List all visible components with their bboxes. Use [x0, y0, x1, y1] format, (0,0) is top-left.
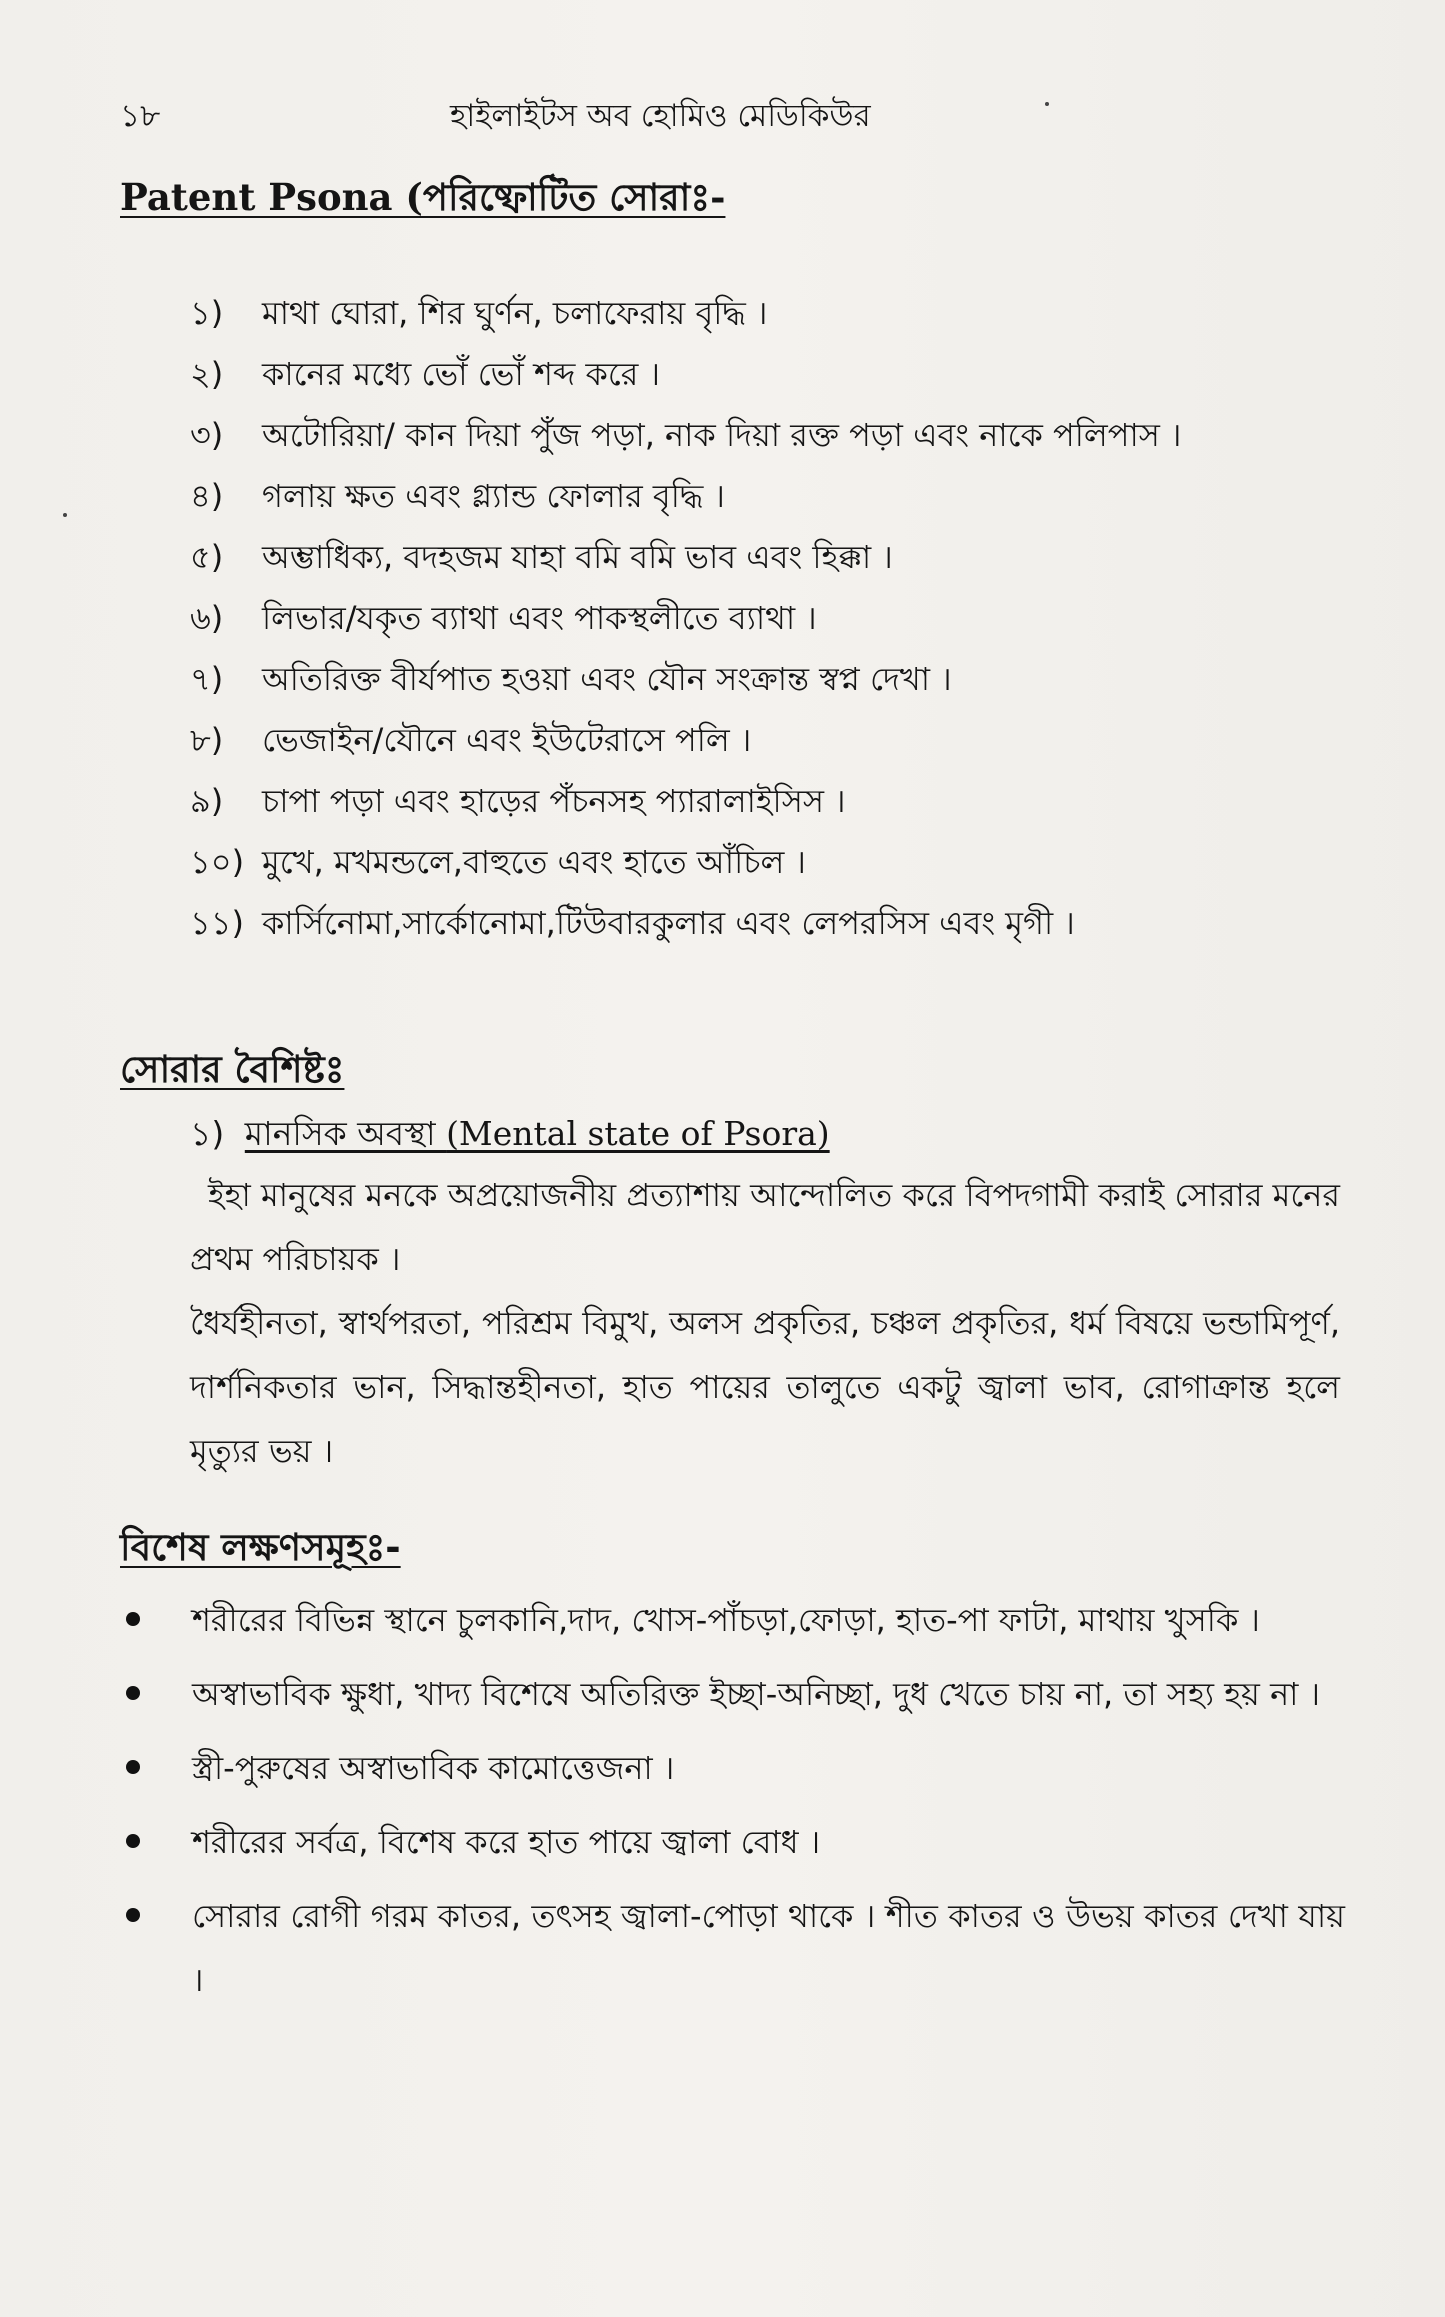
- list-item: [190, 532, 893, 586]
- list-item: [190, 898, 1075, 952]
- page-number: ১৮: [120, 98, 161, 134]
- list-text: মুখে, মখমন্ডলে,বাহুতে এবং হাতে আঁচিল ।: [262, 843, 806, 881]
- list-text: ভেজাইন/যৌনে এবং ইউটেরাসে পলি ।: [262, 721, 752, 759]
- list-number: ৭): [190, 660, 224, 698]
- psora-features-heading: সোরার বৈশিষ্টঃ: [120, 1048, 345, 1091]
- list-number: ২): [190, 355, 224, 393]
- symptom-bullet: স্ত্রী-পুরুষের অস্বাভাবিক কামোত্তেজনা ।: [120, 1736, 1345, 1800]
- page-header: [120, 92, 1320, 132]
- subheading-en: (Mental state of Psora): [446, 1114, 830, 1153]
- list-item: [190, 776, 846, 830]
- list-number: ১০): [190, 843, 245, 881]
- list-item: [190, 593, 817, 647]
- list-text: কার্সিনোমা,সার্কোনোমা,টিউবারকুলার এবং লেপরসিস এবং মৃগী ।: [262, 904, 1075, 942]
- symptom-bullet: সোরার রোগী গরম কাতর, তৎসহ জ্বালা-পোড়া থাকে । শীত কাতর ও উভয় কাতর দেখা যায় ।: [120, 1884, 1345, 2012]
- list-item: [190, 349, 660, 403]
- special-symptoms-heading: বিশেষ লক্ষণসমূহঃ-: [120, 1526, 401, 1569]
- subheading-label: [245, 1114, 830, 1153]
- list-text: লিভার/যকৃত ব্যাথা এবং পাকস্থলীতে ব্যাথা ।: [262, 599, 817, 637]
- symptom-bullet: অস্বাভাবিক ক্ষুধা, খাদ্য বিশেষে অতিরিক্ত ইচ্ছা-অনিচ্ছা, দুধ খেতে চায় না, তা সহ্য হয় না ।: [120, 1662, 1345, 1726]
- list-number: ৬): [190, 599, 224, 637]
- ink-speck: [63, 513, 67, 517]
- list-number: ৫): [190, 538, 224, 576]
- list-text: অতিরিক্ত বীর্যপাত হওয়া এবং যৌন সংক্রান্ত স্বপ্ন দেখা ।: [262, 660, 952, 698]
- list-text: অটোরিয়া/ কান দিয়া পুঁজ পড়া, নাক দিয়া রক্ত পড়া এবং নাকে পলিপাস ।: [262, 416, 1182, 454]
- list-number: ৮): [190, 721, 224, 759]
- list-item: [190, 288, 768, 342]
- list-text: গলায় ক্ষত এবং গ্ল্যান্ড ফোলার বৃদ্ধি ।: [262, 477, 725, 515]
- symptom-bullet: শরীরের সর্বত্র, বিশেষ করে হাত পায়ে জ্বালা বোধ ।: [120, 1810, 1345, 1874]
- list-item: [190, 410, 1182, 464]
- list-item: [190, 654, 952, 708]
- mental-state-text: [190, 1163, 1340, 1483]
- symptom-list: [120, 1588, 1345, 2022]
- list-number: ৯): [190, 782, 224, 820]
- list-text: অম্ভাধিক্য, বদহজম যাহা বমি বমি ভাব এবং হিক্কা ।: [262, 538, 893, 576]
- list-item: [190, 837, 806, 891]
- paragraph: ইহা মানুষের মনকে অপ্রয়োজনীয় প্রত্যাশায় আন্দোলিত করে বিপদগামী করাই সোরার মনের প্রথম পরিচায়ক ।: [190, 1176, 1340, 1278]
- patent-psora-heading: Patent Psona (পরিষ্ফোটিত সোরাঃ-: [120, 175, 726, 219]
- list-number: ৩): [190, 416, 224, 454]
- list-number: ১১): [190, 904, 245, 942]
- list-number: ১): [190, 294, 224, 332]
- paragraph: ধৈর্যহীনতা, স্বার্থপরতা, পরিশ্রম বিমুখ, অলস প্রকৃতির, চঞ্চল প্রকৃতির, ধর্ম বিষয়ে ভন্ডামিপূর্ণ, দার্শনিকতার ভান, সিদ্ধান্তহীনতা, হাত পায়ের তালুতে একটু জ্বালা ভাব, রোগাক্রান্ত হলে মৃত্যুর ভয় ।: [190, 1304, 1340, 1470]
- list-text: কানের মধ্যে ভোঁ ভোঁ শব্দ করে ।: [262, 355, 661, 393]
- list-text: চাপা পড়া এবং হাড়ের পঁচনসহ প্যারালাইসিস ।: [262, 782, 846, 820]
- list-text: মাথা ঘোরা, শির ঘুর্ণন, চলাফেরায় বৃদ্ধি ।: [262, 294, 768, 332]
- mental-state-subheading: [190, 1108, 830, 1164]
- symptom-bullet: শরীরের বিভিন্ন স্থানে চুলকানি,দাদ, খোস-পাঁচড়া,ফোড়া, হাত-পা ফাটা, মাথায় খুসকি ।: [120, 1588, 1345, 1652]
- running-title: হাইলাইটস অব হোমিও মেডিকিউর: [450, 98, 871, 134]
- list-item: [190, 715, 751, 769]
- ink-speck: [1045, 102, 1049, 106]
- list-number: ৪): [190, 477, 224, 515]
- subheading-bn: মানসিক অবস্থা: [244, 1114, 447, 1153]
- subheading-number: ১): [190, 1114, 225, 1153]
- list-item: [190, 471, 725, 525]
